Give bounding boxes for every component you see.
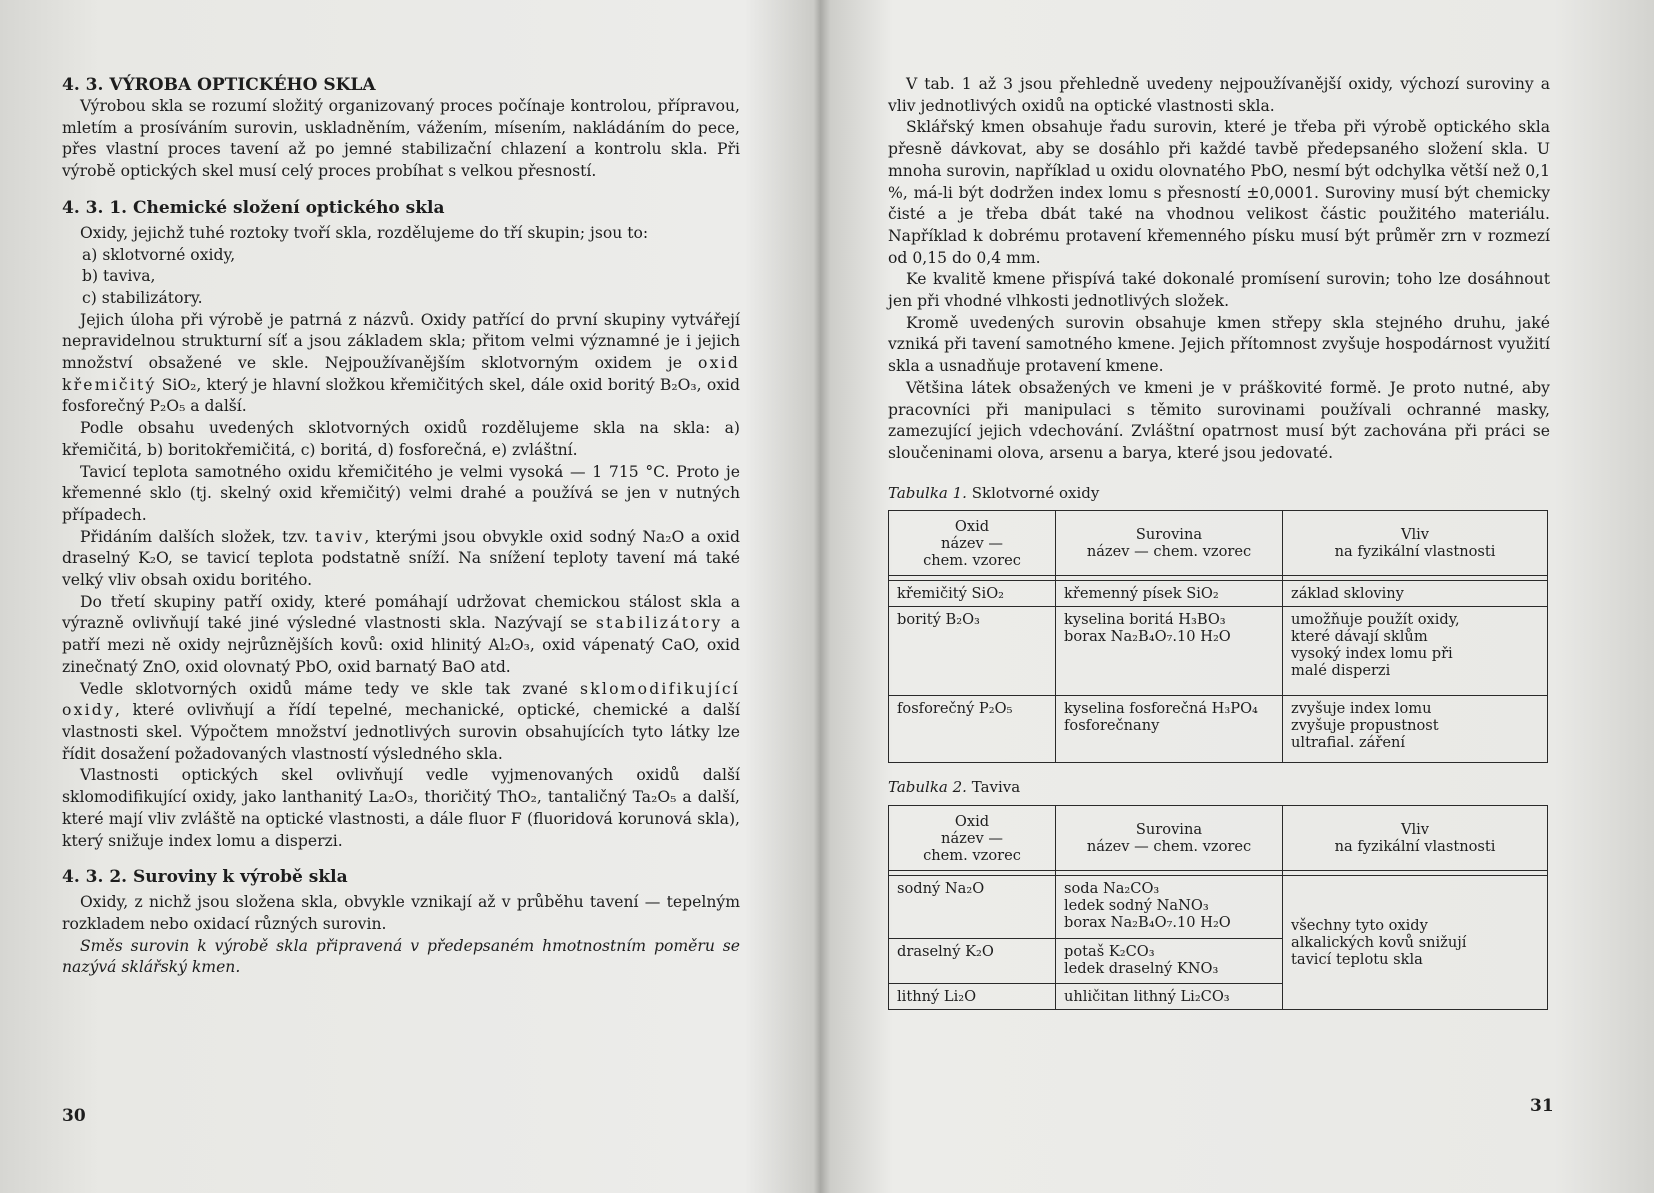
paragraph-safety: Většina látek obsažených ve kmeni je v práškovité formě. Je proto nutné, aby pracovníci při manipulaci s těmito surovinami používali ochranné masky, zamezující jejich vdechování. Zvláštní opatrnost musí být zachována při práci se sloučeninami olova, arsenu a barya, které jsou jedovaté. <box>888 378 1550 462</box>
table2-caption: Tabulka 2. Taviva <box>888 778 1021 797</box>
paragraph-melting-point: Tavicí teplota samotného oxidu křemičitého je velmi vysoká — 1 715 °C. Proto je křemenné sklo (tj. skelný oxid křemičitý) velmi drahé a používá se jen v nutných případech. <box>62 462 740 524</box>
table-cell: základ skloviny <box>1283 581 1548 607</box>
paragraph-tables-intro: V tab. 1 až 3 jsou přehledně uvedeny nejpoužívanější oxidy, výchozí suroviny a vliv jednotlivých oxidů na optické vlastnosti skla. <box>888 75 1550 115</box>
paragraph-glass-formers: Jejich úloha při výrobě je patrná z názvů. Oxidy patřící do první skupiny vytvářejí nepravidelnou strukturní síť a jsou základem skla; přitom velmi významné je i jejich množství obsažené ve skle. Nejpoužívanějším sklotvorným oxidem je oxid křemičitý SiO₂, který je hlavní složkou křemičitých skel, dále oxid boritý B₂O₃, oxid fosforečný P₂O₅ a další. <box>62 310 740 416</box>
paragraph-mixing: Ke kvalitě kmene přispívá také dokonalé promísení surovin; toho lze dosáhnout jen při vhodné vlhkosti jednotlivých složek. <box>888 270 1550 311</box>
oxide-group-list <box>62 245 740 310</box>
table-cell: fosforečný P₂O₅ <box>889 696 1056 763</box>
subsection-heading-2: 4. 3. 2. Suroviny k výrobě skla <box>62 867 348 888</box>
table-header-cell: Vliv na fyzikální vlastnosti <box>1283 511 1548 576</box>
subsection-heading-1: 4. 3. 1. Chemické složení optického skla <box>62 197 445 218</box>
table-cell: křemičitý SiO₂ <box>889 581 1056 607</box>
paragraph-glass-types: Podle obsahu uvedených sklotvorných oxidů rozdělujeme skla na skla: a) křemičitá, b) boritokřemičitá, c) boritá, d) fosforečná, e) zvláštní. <box>62 419 740 459</box>
right-page <box>888 74 1550 1010</box>
table-row <box>889 581 1548 607</box>
table-cell: potaš K₂CO₃ ledek draselný KNO₃ <box>1056 939 1283 984</box>
table-cell: uhličitan lithný Li₂CO₃ <box>1056 984 1283 1010</box>
list-item: b) taviva, <box>82 267 156 286</box>
page-number-left: 30 <box>62 1106 86 1126</box>
table1-caption: Tabulka 1. Sklotvorné oxidy <box>888 483 1100 502</box>
paragraph-raw-materials: Oxidy, z nichž jsou složena skla, obvykle vznikají až v průběhu tavení — tepelným rozkladem nebo oxidací různých surovin. <box>62 893 740 933</box>
left-page <box>62 74 740 979</box>
table-cell: kyselina fosforečná H₃PO₄ fosforečnany <box>1056 696 1283 763</box>
section-heading: 4. 3. VÝROBA OPTICKÉHO SKLA <box>62 75 376 95</box>
table-fluxes <box>888 805 1548 1010</box>
table-row <box>889 876 1548 939</box>
table-cell: soda Na₂CO₃ ledek sodný NaNO₃ borax Na₂B₄O₇.10 H₂O <box>1056 876 1283 939</box>
table-cell: draselný K₂O <box>889 939 1056 984</box>
table-header-cell: Oxid název — chem. vzorec <box>889 511 1056 576</box>
table-header-cell: Surovina název — chem. vzorec <box>1056 806 1283 871</box>
intro-paragraph: Výrobou skla se rozumí složitý organizovaný proces počínaje kontrolou, přípravou, mletím a prosíváním surovin, uskladněním, vážením, mísením, nakládáním do pece, přes vlastní proces tavení až po jemné stabilizační chlazení a kontrolu skla. Při výrobě optických skel musí celý proces probíhat s velkou přesností. <box>62 97 740 181</box>
table-cell: kyselina boritá H₃BO₃ borax Na₂B₄O₇.10 H₂O <box>1056 607 1283 696</box>
table-header-cell: Vliv na fyzikální vlastnosti <box>1283 806 1548 871</box>
paragraph-modifiers: Vedle sklotvorných oxidů máme tedy ve skle tak zvané sklomodifikující oxidy, které ovlivňují a řídí tepelné, mechanické, optické, chemické a další vlastnosti skel. Výpočtem množství jednotlivých surovin obsahujících tyto látky lze řídit dosažení požadovaných vlastností výsledného skla. <box>62 679 740 763</box>
table-row <box>889 696 1548 763</box>
table-cell: zvyšuje index lomu zvyšuje propustnost ultrafial. záření <box>1283 696 1548 763</box>
paragraph-batch-dosing: Sklářský kmen obsahuje řadu surovin, které je třeba při výrobě optického skla přesně dávkovat, aby se dosáhlo při každé tavbě předepsaného složení skla. U mnoha surovin, například u oxidu olovnatého PbO, nesmí být odchylka větší než 0,1 %, má-li být dodržen index lomu s přesností ±0,0001. Suroviny musí být chemicky čisté a je třeba dbát také na vhodnou velikost částic použitého materiálu. Například k dobrému protavení křemenného písku musí být průměr zrn v rozmezí od 0,15 do 0,4 mm. <box>888 118 1550 267</box>
table-glass-formers <box>888 510 1548 763</box>
table-cell: sodný Na₂O <box>889 876 1056 939</box>
table-row <box>889 607 1548 696</box>
table-cell-shared-effect: všechny tyto oxidy alkalických kovů snižují tavicí teplotu skla <box>1283 876 1548 1010</box>
table-cell: lithný Li₂O <box>889 984 1056 1010</box>
table-header-cell: Surovina název — chem. vzorec <box>1056 511 1283 576</box>
paragraph-fluxes: Přidáním dalších složek, tzv. taviv, kterými jsou obvykle oxid sodný Na₂O a oxid draselný K₂O, se tavicí teplota podstatně sníží. Na snížení teploty tavení má také velký vliv obsah oxidu boritého. <box>62 527 741 590</box>
list-item: c) stabilizátory. <box>82 288 203 307</box>
paragraph-batch-definition: Směs surovin k výrobě skla připravená v předepsaném hmotnostním poměru se nazývá sklářský kmen. <box>62 936 740 977</box>
table-cell: umožňuje použít oxidy, které dávají sklům vysoký index lomu při malé disperzi <box>1283 607 1548 696</box>
table-header-cell: Oxid název — chem. vzorec <box>889 806 1056 871</box>
table-header-row <box>889 511 1548 576</box>
paragraph-cullet: Kromě uvedených surovin obsahuje kmen střepy skla stejného druhu, jaké vzniká při tavení samotného kmene. Jejich přítomnost zvyšuje hospodárnost využití skla a usnadňuje protavení kmene. <box>888 313 1550 376</box>
page-number-right: 31 <box>1530 1096 1554 1116</box>
paragraph-optical-oxides: Vlastnosti optických skel ovlivňují vedle vyjmenovaných oxidů další sklomodifikující oxidy, jako lanthanitý La₂O₃, thoričitý ThO₂, tantaličný Ta₂O₅ a další, které mají vliv zvláště na optické vlastnosti, a dále fluor F (fluoridová korunová skla), který snižuje index lomu a disperzi. <box>62 766 740 850</box>
table-cell: křemenný písek SiO₂ <box>1056 581 1283 607</box>
table-cell: boritý B₂O₃ <box>889 607 1056 696</box>
table-header-row <box>889 806 1548 871</box>
paragraph-groups: Oxidy, jejichž tuhé roztoky tvoří skla, rozdělujeme do tří skupin; jsou to: <box>80 223 649 242</box>
list-item: a) sklotvorné oxidy, <box>82 245 236 264</box>
paragraph-stabilizers: Do třetí skupiny patří oxidy, které pomáhají udržovat chemickou stálost skla a výrazně ovlivňují také jiné výsledné vlastnosti skla. Nazývají se stabilizátory a patří mezi ně oxidy nejrůznějších kovů: oxid hlinitý Al₂O₃, oxid vápenatý CaO, oxid zinečnatý ZnO, oxid olovnatý PbO, oxid barnatý BaO atd. <box>62 592 740 676</box>
